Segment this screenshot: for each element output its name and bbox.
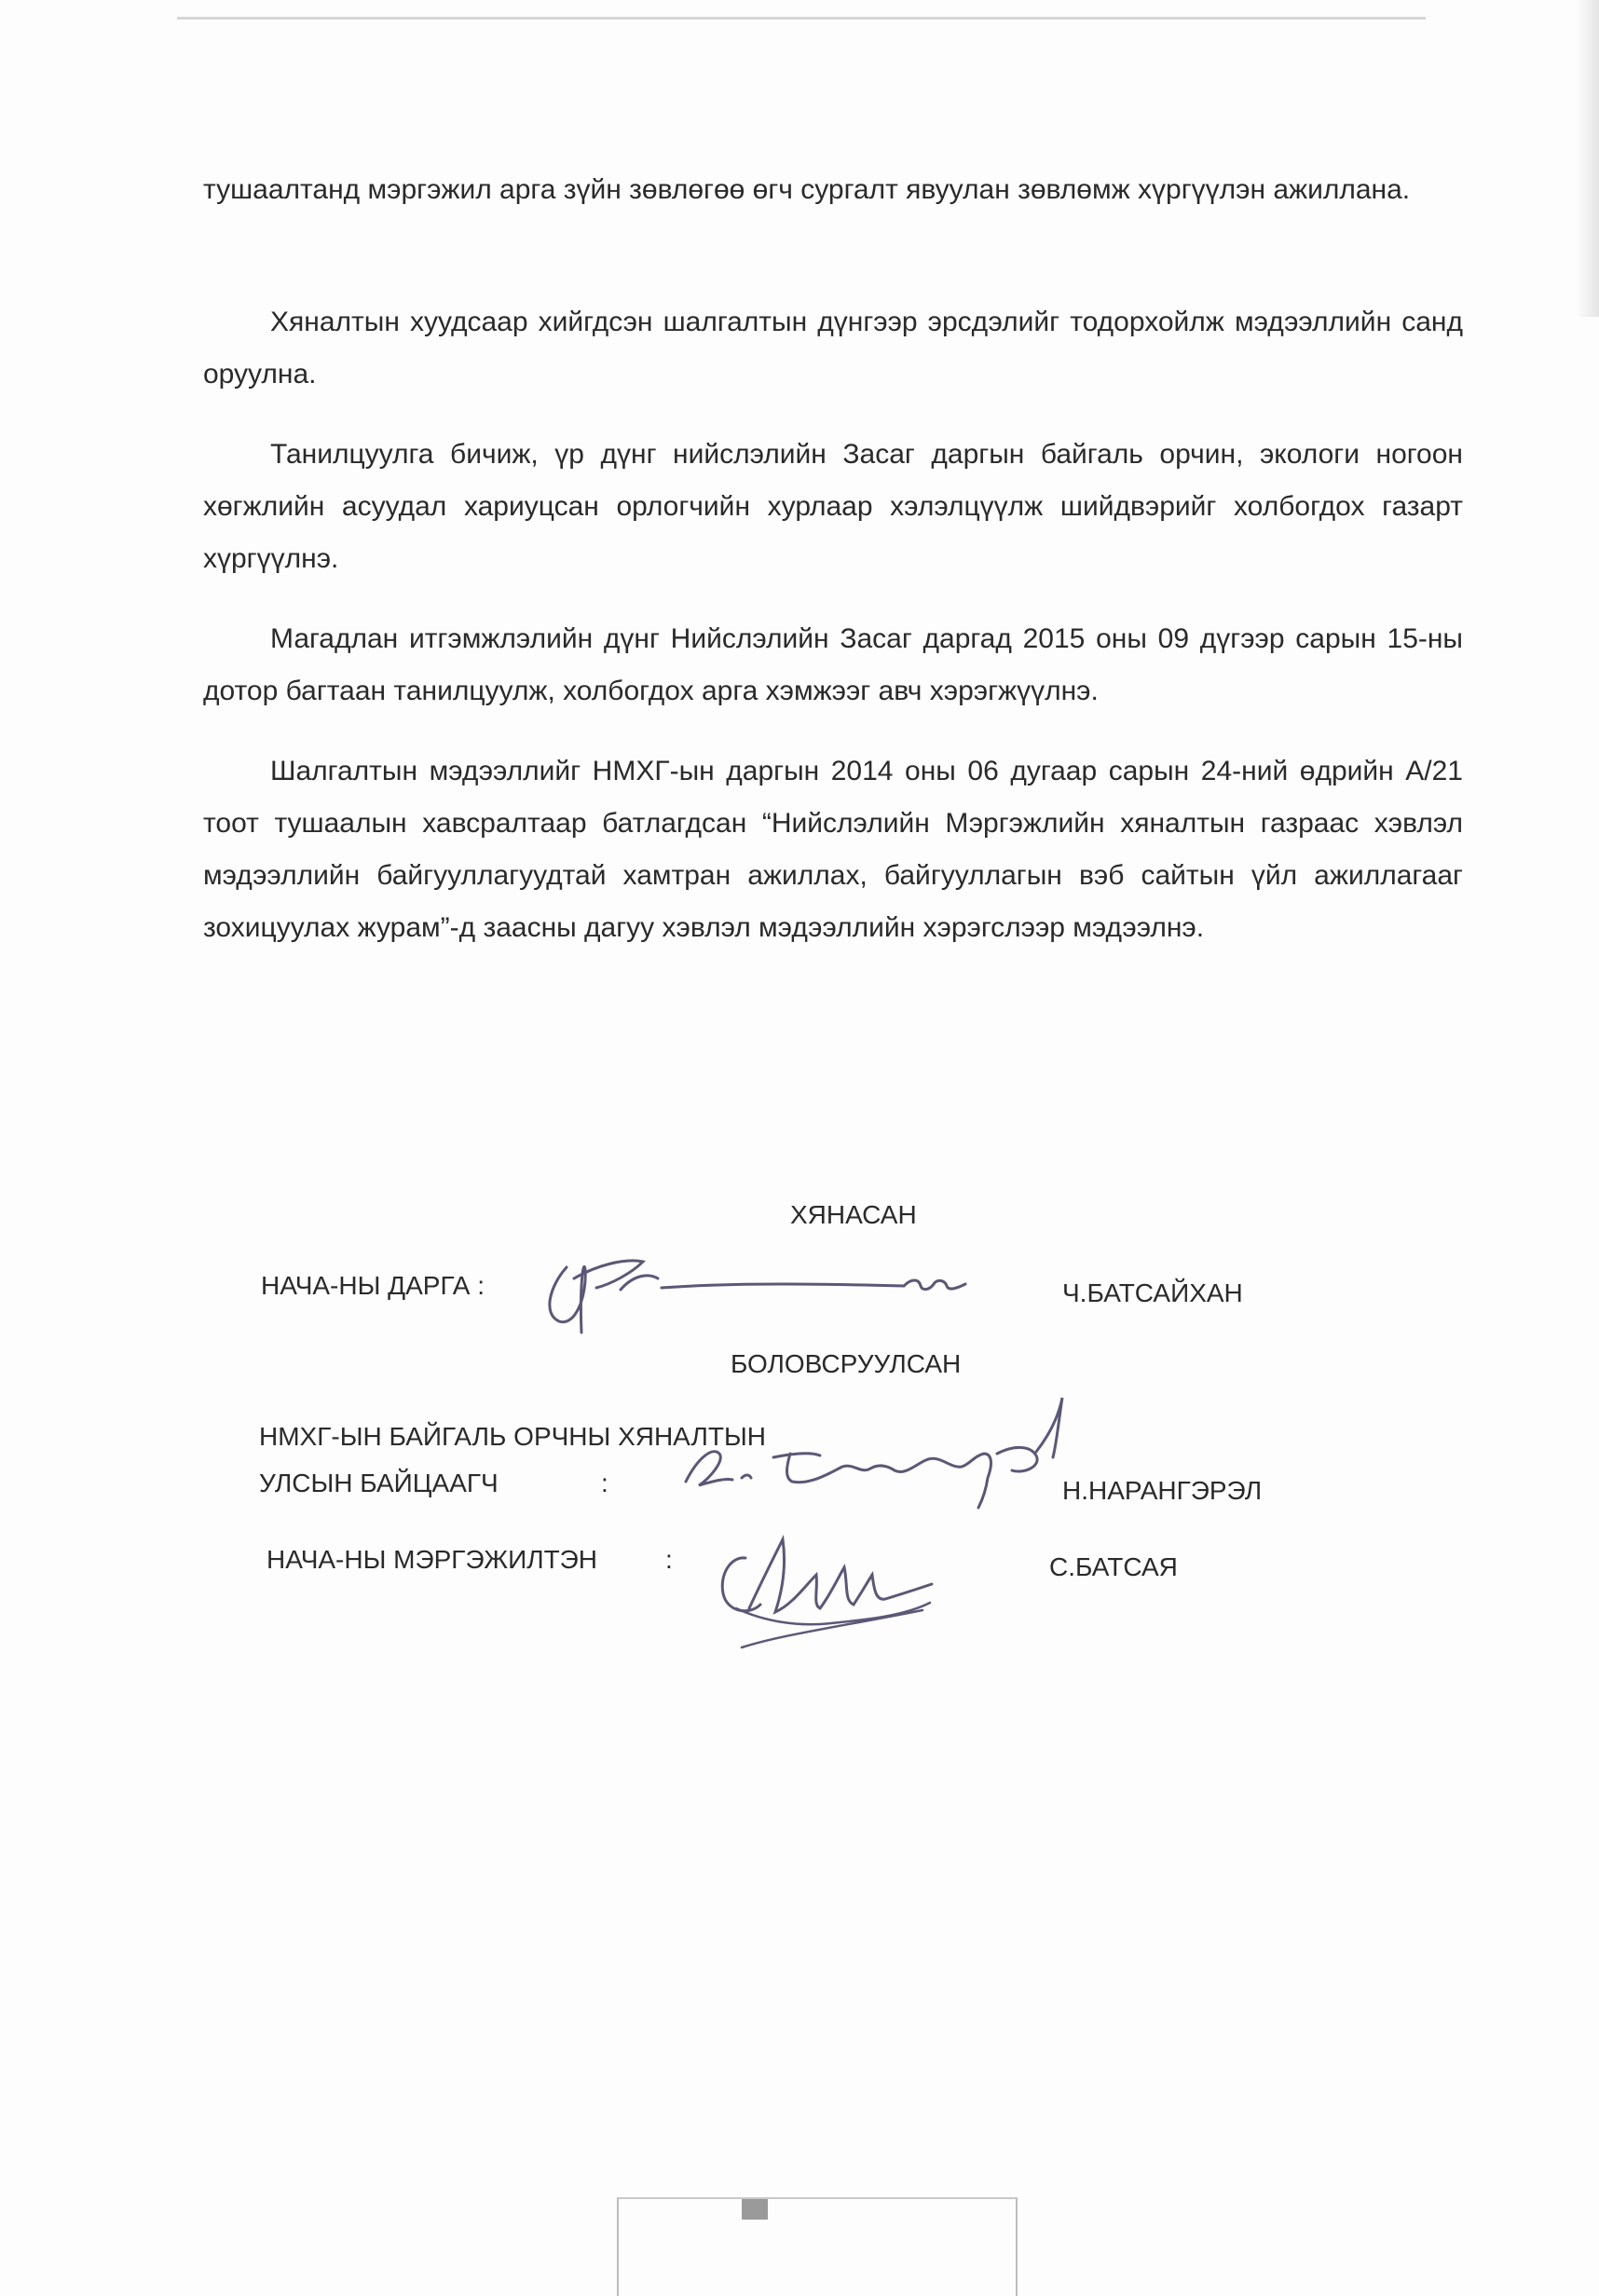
specialist-title: НАЧА-НЫ МЭРГЭЖИЛТЭН xyxy=(266,1545,598,1574)
specialist-colon: : xyxy=(665,1545,673,1574)
paragraph-5: Шалгалтын мэдээллийг НМХГ-ын даргын 2014 оны 06 дугаар сарын 24-ний өдрийн А/21 тоот тушаалын хавсралтаар батлагдсан “Нийслэлийн Мэргэжлийн хяналтын газраас хэвлэл мэдээллийн байгууллагуудтай хамтран ажиллах, байгууллагын вэб сайтын үйл ажиллагааг зохицуулах журам”-д заасны дагуу хэвлэл мэдээллийн хэрэгслээр мэдээлнэ. xyxy=(203,756,1463,943)
approved-heading: ХЯНАСАН xyxy=(790,1200,917,1229)
paragraph-2: Хяналтын хуудсаар хийгдсэн шалгалтын дүнгээр эрсдэлийг тодорхойлж мэдээллийн санд оруулна. xyxy=(203,307,1463,390)
approver-title: НАЧА-НЫ ДАРГА : xyxy=(261,1271,485,1300)
scan-clip xyxy=(742,2199,768,2220)
paragraph-3: Танилцуулга бичиж, үр дүнг нийслэлийн Засаг даргын байгаль орчин, экологи ногоон хөгжлийн асуудал хариуцсан орлогчийн хурлаар хэлэлцүүлж шийдвэрийг холбогдох газарт хүргүүлнэ. xyxy=(203,439,1463,574)
inspector-signature xyxy=(671,1388,1100,1519)
inspector-colon: : xyxy=(601,1469,608,1497)
approver-signature xyxy=(531,1230,988,1342)
prepared-heading: БОЛОВСРУУЛСАН xyxy=(731,1349,962,1378)
inspector-title-line1: НМХГ-ЫН БАЙГАЛЬ ОРЧНЫ ХЯНАЛТЫН xyxy=(259,1422,766,1451)
approver-name: Ч.БАТСАЙХАН xyxy=(1062,1278,1243,1307)
scan-edge-line xyxy=(177,17,1426,20)
paragraph-4: Магадлан итгэмжлэлийн дүнг Нийслэлийн Засаг даргад 2015 оны 09 дүгээр сарын 15-ны дотор багтаан танилцуулж, холбогдох арга хэмжээг авч хэрэгжүүлнэ. xyxy=(203,623,1463,706)
specialist-name: С.БАТСАЯ xyxy=(1049,1552,1178,1581)
specialist-signature xyxy=(708,1519,950,1659)
scan-bottom-tab xyxy=(617,2197,1018,2296)
paragraph-1: тушаалтанд мэргэжил арга зүйн зөвлөгөө өгч сургалт явуулан зөвлөмж хүргүүлэн ажиллана. xyxy=(203,174,1411,205)
inspector-name: Н.НАРАНГЭРЭЛ xyxy=(1062,1476,1263,1505)
scan-edge-shadow xyxy=(1577,0,1599,317)
inspector-title-line2: УЛСЫН БАЙЦААГЧ xyxy=(259,1469,499,1497)
